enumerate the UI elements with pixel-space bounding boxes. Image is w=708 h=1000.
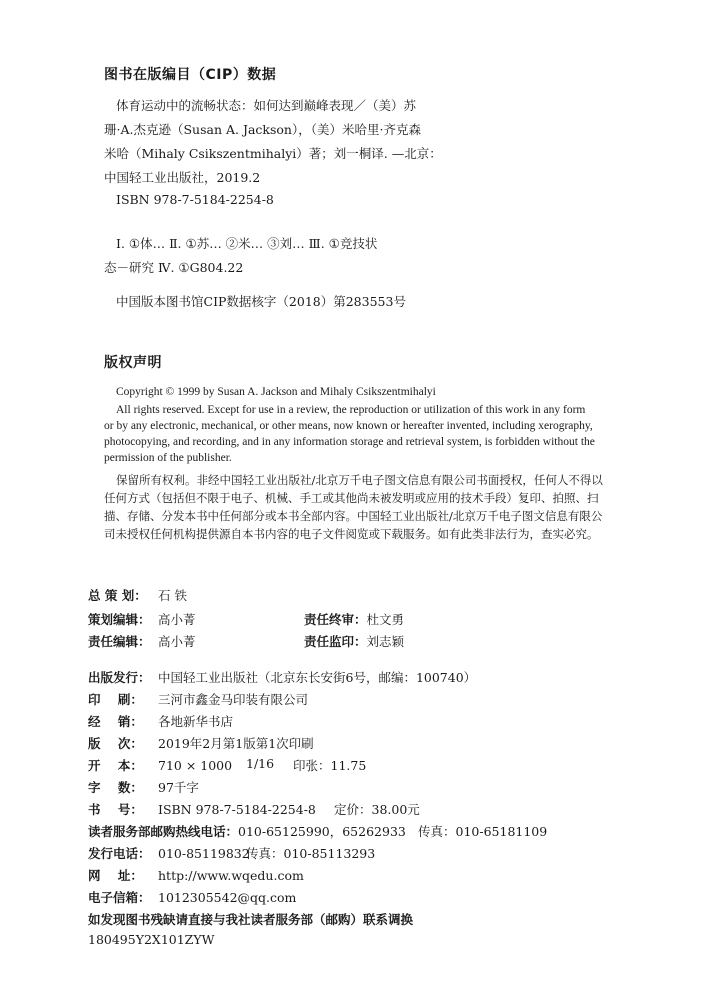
staff-chief	[88, 586, 187, 604]
publisher-value: 中国轻工业出版社（北京东长安街6号，邮编：100740）	[158, 670, 477, 685]
hotline-value: 010-65125990，65262933	[238, 824, 406, 839]
fax-1-value: 传真：010-65181109	[418, 824, 548, 839]
cip-line-1: 体育运动中的流畅状态：如何达到巅峰表现／（美）苏	[116, 98, 417, 113]
cip-classification-2: 态－研究 Ⅳ. ①G804.22	[104, 260, 244, 275]
copyright-en-line-2: All rights reserved. Except for use in a review, the reproduction or utilization of this work in any form	[116, 404, 586, 416]
format-ratio: 1/16	[246, 756, 275, 771]
pub-email	[88, 888, 296, 906]
planning-value: 高小菁	[158, 612, 196, 627]
copyright-en-line-5: permission of the publisher.	[104, 452, 232, 464]
copyright-en-line-3: or by any electronic, mechanical, or other means, now known or hereafter invented, including xerography,	[104, 420, 593, 432]
pub-hotline	[88, 822, 648, 840]
pub-publisher	[88, 668, 476, 686]
publisher-label: 出版发行：	[88, 670, 151, 685]
isbn-label: 书 号：	[88, 802, 143, 817]
editor-value: 高小菁	[158, 634, 196, 649]
cip-line-3: 米哈（Mihaly Csikszentmihalyi）著；刘一桐译. —北京：	[104, 146, 442, 161]
pub-isbn	[88, 800, 648, 818]
editor-label: 责任编辑：	[88, 634, 151, 649]
print-code: 180495Y2X101ZYW	[88, 932, 215, 947]
pub-format	[88, 756, 648, 774]
fax-2-value: 传真：010-85113293	[246, 846, 376, 861]
cip-classification-1: Ⅰ. ①体… Ⅱ. ①苏… ②米… ③刘… Ⅲ. ①竞技状	[116, 236, 378, 251]
copyright-heading: 版权声明	[104, 355, 162, 371]
cip-line-2: 珊·A.杰克逊（Susan A. Jackson），（美）米哈里·齐克森	[104, 122, 421, 137]
cip-heading: 图书在版编目（CIP）数据	[104, 67, 277, 83]
issue-phone-label: 发行电话：	[88, 846, 151, 861]
edition-value: 2019年2月第1版第1次印刷	[158, 736, 314, 751]
chief-label: 总 策 划：	[88, 588, 147, 603]
planning-label: 策划编辑：	[88, 612, 151, 627]
pub-website	[88, 866, 304, 884]
words-value: 97千字	[158, 780, 199, 795]
pub-word-count	[88, 778, 199, 796]
format-label: 开 本：	[88, 758, 143, 773]
words-label: 字 数：	[88, 780, 143, 795]
distributor-label: 经 销：	[88, 714, 143, 729]
chief-value: 石 铁	[158, 588, 187, 603]
issue-phone-value: 010-85119832	[158, 846, 250, 861]
supervisor-label: 责任监印：	[304, 634, 367, 649]
email-label: 电子信箱：	[88, 890, 151, 905]
copyright-en-line-4: photocopying, and recording, and in any information storage and retrieval system, is forbidden without the	[104, 436, 595, 448]
hotline-label: 读者服务部邮购热线电话：	[88, 824, 239, 839]
notice-text: 如发现图书残缺请直接与我社读者服务部（邮购）联系调换	[88, 912, 414, 927]
staff-row-3	[88, 632, 648, 650]
edition-label: 版 次：	[88, 736, 143, 751]
pub-notice	[88, 910, 413, 928]
format-size: 710 × 1000	[158, 758, 233, 773]
final-review-label: 责任终审：	[304, 612, 367, 627]
printer-value: 三河市鑫金马印装有限公司	[158, 692, 309, 707]
staff-row-2	[88, 610, 648, 628]
pub-issue-phone	[88, 844, 648, 862]
copyright-en-line-1: Copyright © 1999 by Susan A. Jackson and Mihaly Csikszentmihalyi	[116, 386, 436, 398]
copyright-zh-line-3: 描、存储、分发本书中任何部分或本书全部内容。中国轻工业出版社/北京万千电子图文信息有限公	[104, 509, 603, 523]
final-review-value: 杜文勇	[366, 612, 405, 627]
pub-code	[88, 932, 214, 947]
format-sheets: 印张：11.75	[293, 758, 367, 773]
isbn-value: ISBN 978-7-5184-2254-8	[158, 802, 316, 817]
distributor-value: 各地新华书店	[158, 714, 234, 729]
price-value: 定价：38.00元	[334, 802, 420, 817]
pub-edition	[88, 734, 314, 752]
supervisor-value: 刘志颖	[366, 634, 405, 649]
email-value: 1012305542@qq.com	[158, 890, 297, 905]
pub-printer	[88, 690, 308, 708]
cip-line-4: 中国轻工业出版社，2019.2	[104, 170, 261, 185]
website-label: 网 址：	[88, 868, 143, 883]
copyright-zh-line-2: 任何方式（包括但不限于电子、机械、手工或其他尚未被发明或应用的技术手段）复印、拍照、扫	[104, 491, 599, 505]
website-value: http://www.wqedu.com	[158, 868, 304, 883]
pub-distributor	[88, 712, 233, 730]
cip-isbn: ISBN 978-7-5184-2254-8	[116, 192, 274, 207]
cip-record-number: 中国版本图书馆CIP数据核字（2018）第283553号	[116, 294, 406, 309]
copyright-zh-line-1: 保留所有权利。非经中国轻工业出版社/北京万千电子图文信息有限公司书面授权，任何人不得以	[116, 473, 603, 487]
copyright-zh-line-4: 司未授权任何机构提供源自本书内容的电子文件阅览或下载服务。如有此类非法行为，查实必究。	[104, 527, 599, 541]
printer-label: 印 刷：	[88, 692, 143, 707]
